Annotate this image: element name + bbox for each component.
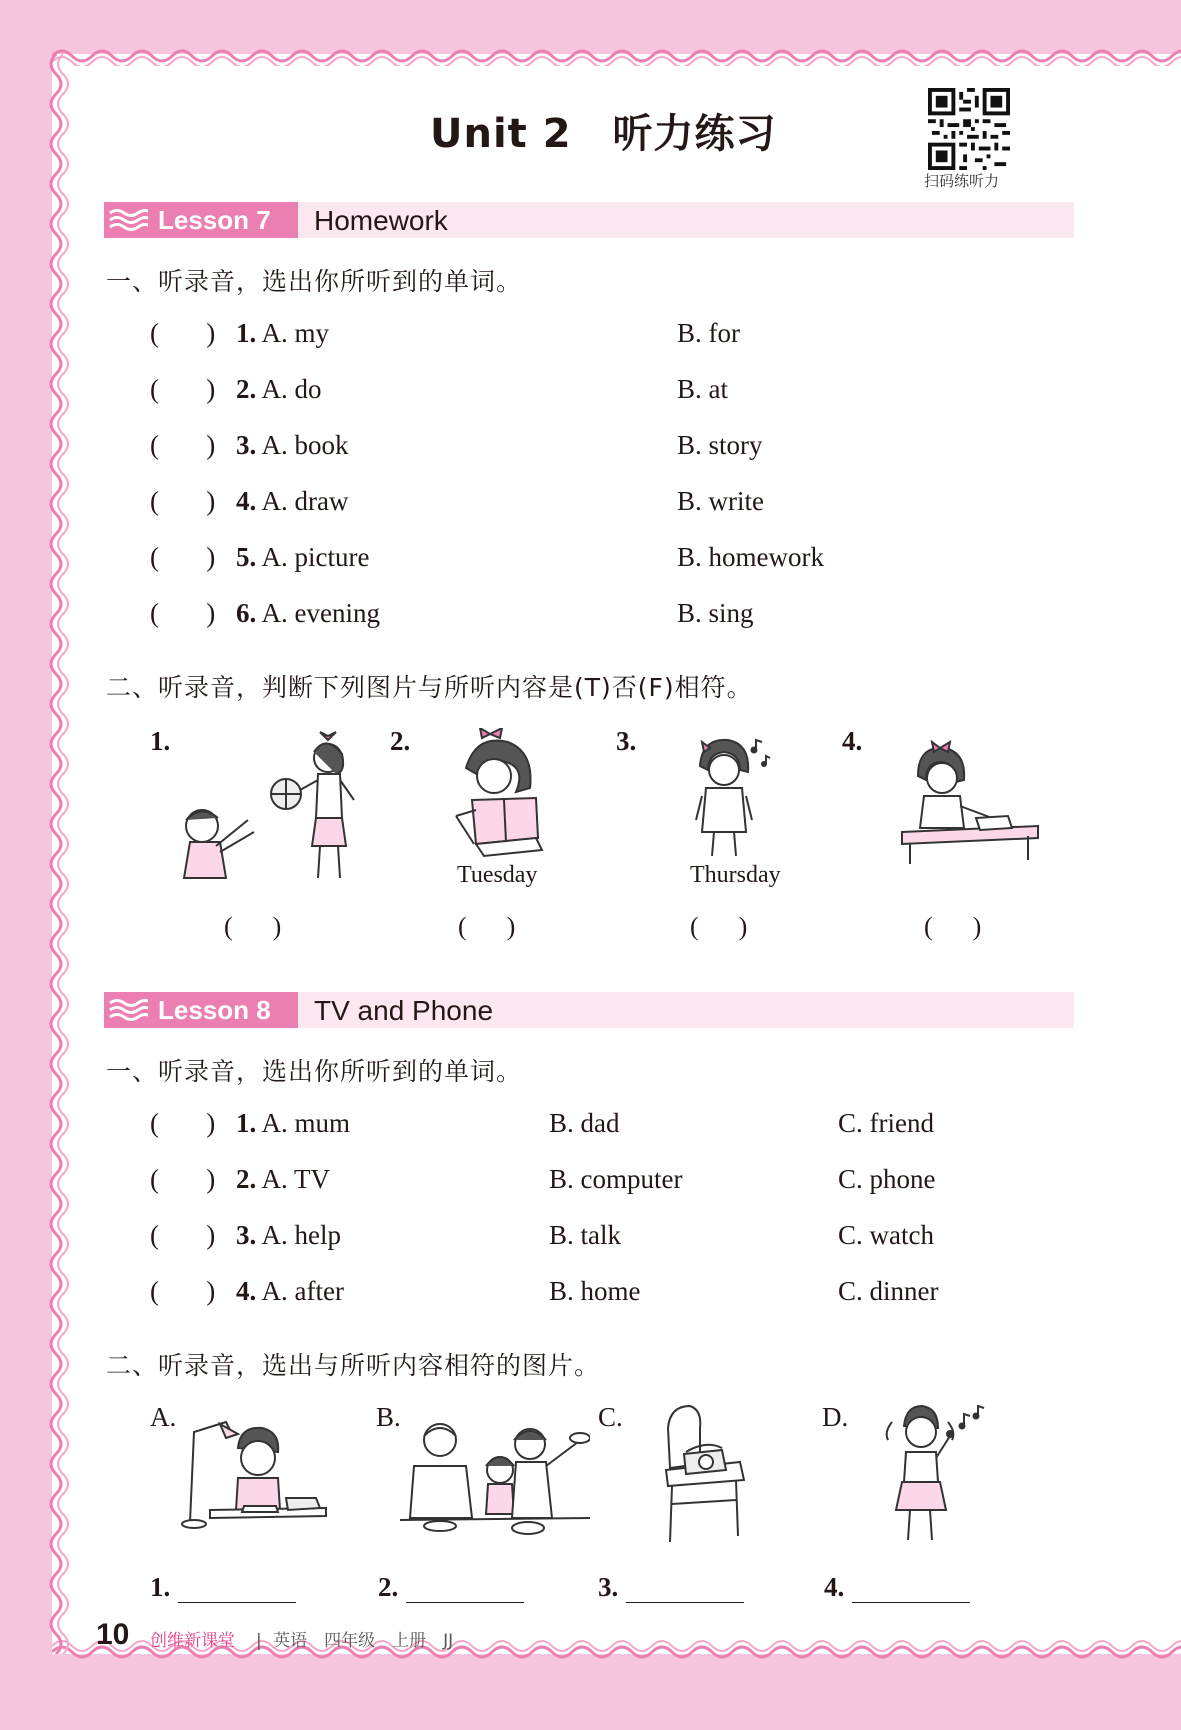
picture-caption: Tuesday — [457, 862, 538, 888]
girl-reading-book-illustration — [446, 728, 550, 858]
footer-brand: 创维新课堂 — [150, 1631, 235, 1651]
lesson7-title: Homework — [314, 205, 448, 236]
l8-q4-option-c: C. dinner — [838, 1276, 939, 1306]
girl-writing-homework-illustration — [900, 740, 1040, 868]
l8-question-3: ( ) 3. A. help — [150, 1220, 341, 1250]
picture-option-letter: A. — [150, 1402, 177, 1432]
answer-paren[interactable]: () — [458, 912, 556, 941]
l7-question-1: ( ) 1. A. my — [150, 318, 330, 348]
l7-part2-heading: 二、听录音，判断下列图片与所听内容是(T)否(F)相符。 — [106, 673, 753, 702]
picture-option-letter: B. — [376, 1402, 401, 1432]
answer-paren[interactable]: ( ) — [150, 542, 216, 572]
l8-q1-option-c: C. friend — [838, 1108, 934, 1138]
picture-number: 2. — [390, 726, 411, 756]
lesson8-tag — [104, 992, 298, 1028]
answer-paren[interactable]: () — [924, 912, 1022, 941]
l7-question-6: ( ) 6. A. evening — [150, 598, 380, 628]
blank-line[interactable] — [406, 1582, 524, 1603]
answer-paren[interactable]: ( ) — [150, 318, 216, 348]
blank-line[interactable] — [178, 1582, 296, 1603]
picture-number: 4. — [842, 726, 863, 756]
l7-q4-option-b: B. write — [677, 486, 764, 516]
answer-paren[interactable]: ( ) — [150, 1276, 216, 1306]
answer-paren[interactable]: ( ) — [150, 598, 216, 628]
l7-question-2: ( ) 2. A. do — [150, 374, 322, 404]
page-title: Unit 2 听力练习 — [430, 111, 777, 157]
answer-paren[interactable]: ( ) — [150, 1220, 216, 1250]
girl-singing-notes-illustration — [880, 1402, 988, 1550]
l7-question-5: ( ) 5. A. picture — [150, 542, 370, 572]
l8-question-2: ( ) 2. A. TV — [150, 1164, 331, 1194]
l7-q6-option-b: B. sing — [677, 598, 754, 628]
answer-paren[interactable]: ( ) — [150, 430, 216, 460]
l8-q2-option-b: B. computer — [549, 1164, 683, 1194]
answer-paren[interactable]: ( ) — [150, 1164, 216, 1194]
l8-q3-option-c: C. watch — [838, 1220, 934, 1250]
l7-q2-option-b: B. at — [677, 374, 728, 404]
picture-number: 1. — [150, 726, 171, 756]
footer-subject: | 英语 四年级 上册 JJ — [256, 1631, 454, 1651]
l7-question-4: ( ) 4. A. draw — [150, 486, 349, 516]
girl-singing-illustration — [692, 736, 772, 858]
qr-label: 扫码练听力 — [924, 172, 1000, 190]
top-wavy-border — [52, 44, 1181, 66]
l8-question-4: ( ) 4. A. after — [150, 1276, 344, 1306]
lesson8-number: Lesson 8 — [158, 995, 271, 1025]
answer-blank-3[interactable]: 3. — [598, 1572, 744, 1603]
page-number: 10 — [96, 1618, 130, 1651]
answer-paren[interactable]: ( ) — [150, 1108, 216, 1138]
l7-q1-option-b: B. for — [677, 318, 740, 348]
lesson7-tag — [104, 202, 298, 238]
lesson7-header — [104, 202, 1074, 238]
l8-part2-heading: 二、听录音，选出与所听内容相符的图片。 — [106, 1351, 601, 1380]
lesson7-number: Lesson 7 — [158, 205, 271, 235]
lesson8-title: TV and Phone — [314, 995, 494, 1026]
answer-blank-4[interactable]: 4. — [824, 1572, 970, 1603]
picture-option-letter: D. — [822, 1402, 849, 1432]
picture-number: 3. — [616, 726, 637, 756]
l7-part1-heading: 一、听录音，选出你所听到的单词。 — [106, 267, 523, 296]
l8-q1-option-b: B. dad — [549, 1108, 620, 1138]
blank-line[interactable] — [852, 1582, 970, 1603]
l7-q3-option-b: B. story — [677, 430, 763, 460]
l8-q4-option-b: B. home — [549, 1276, 641, 1306]
telephone-on-table-illustration — [660, 1404, 750, 1548]
picture-option-letter: C. — [598, 1402, 623, 1432]
wave-lines-icon — [108, 208, 148, 232]
boy-studying-lamp-illustration — [180, 1418, 330, 1530]
l7-q5-option-b: B. homework — [677, 542, 824, 572]
answer-paren[interactable]: () — [690, 912, 788, 941]
family-dinner-illustration — [400, 1414, 590, 1538]
l8-q3-option-b: B. talk — [549, 1220, 621, 1250]
answer-paren[interactable]: ( ) — [150, 374, 216, 404]
answer-blank-1[interactable]: 1. — [150, 1572, 296, 1603]
qr-code-icon[interactable] — [928, 88, 1010, 170]
l8-q2-option-c: C. phone — [838, 1164, 936, 1194]
lesson8-header — [104, 992, 1074, 1028]
picture-caption: Thursday — [690, 862, 781, 888]
blank-line[interactable] — [626, 1582, 744, 1603]
wave-lines-icon — [108, 998, 148, 1022]
left-wavy-border — [46, 54, 72, 1654]
l7-question-3: ( ) 3. A. book — [150, 430, 349, 460]
answer-blank-2[interactable]: 2. — [378, 1572, 524, 1603]
answer-paren[interactable]: ( ) — [150, 486, 216, 516]
answer-paren[interactable]: () — [224, 912, 322, 941]
l8-part1-heading: 一、听录音，选出你所听到的单词。 — [106, 1057, 523, 1086]
boy-girl-basketball-illustration — [176, 728, 362, 888]
l8-question-1: ( ) 1. A. mum — [150, 1108, 351, 1138]
